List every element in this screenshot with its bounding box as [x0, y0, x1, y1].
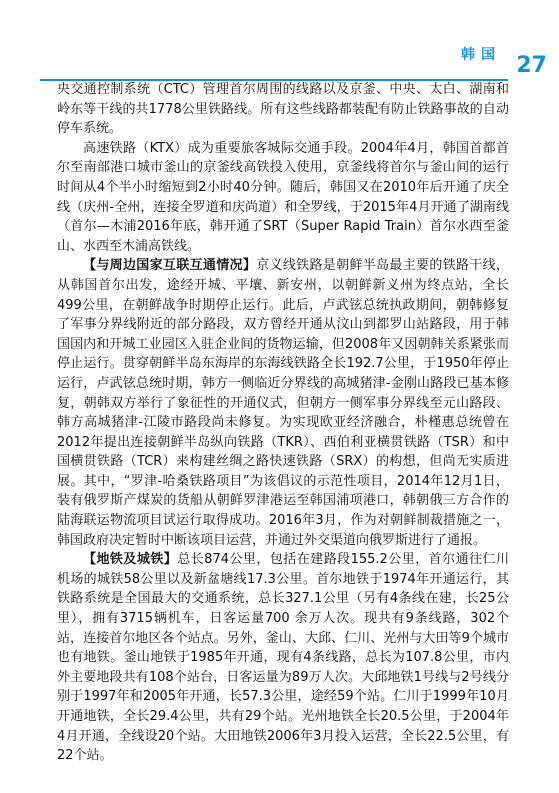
section-heading: 【地铁及城铁】: [83, 552, 178, 568]
paragraph-text: 京义线铁路是朝鲜半岛最主要的铁路干线，从韩国首尔出发，途经开城、平壤、新安州，以朝鲜新义州为终点站，全长499公里，在朝鲜战争时期停止运行。此后，卢武铉总统执政期间，朝韩修复了军事分界线附近的部分路段，双方曾经开通从汶山到都罗山站路段，用于韩国国内和开城工业园区入驻企业间的货物运输，但2008年又因朝韩关系紧张而停止运行。贯穿朝鲜半岛东海岸的东海线铁路全长192.7公里，于1950年停止运行，卢武铉总统时期，韩方一侧临近分界线的高城猪津-金刚山路段已基本修复，朝韩双方举行了象征性的开通仪式，但朝方一侧军事分界线至元山路段、韩方高城猪津-江陵市路段尚未修复。为实现欧亚经济融合，朴槿惠总统曾在2012年提出连接朝鲜半岛纵向铁路（TKR）、西伯利亚横贯铁路（TSR）和中国横贯铁路（TCR）来构建丝绸之路快速铁路（SRX）的构想，但尚无实质进展。其中，“罗津-哈桑铁路项目”为该倡议的示范性项目，2014年12月1日，装有俄罗斯产煤炭的货船从朝鲜罗津港运至韩国浦项港口，韩朝俄三方合作的陆海联运物流项目试运行取得成功。2016年3月，作为对朝鲜制裁措施之一，韩国政府决定暂时中断该项目运营，并通过外交渠道向俄罗斯进行了通报。: [57, 258, 509, 548]
paragraph-continued: [57, 80, 509, 139]
paragraph-ktx: [57, 139, 509, 257]
section-heading: 【与周边国家互联互通情况】: [83, 258, 257, 274]
paragraph-text: 央交通控制系统（CTC）管理首尔周围的线路以及京釜、中央、太白、湖南和岭东等干线的共1778公里铁路线。所有这些线路都装配有防止铁路事故的自动停车系统。: [57, 82, 509, 137]
page-number: 27: [516, 53, 547, 78]
paragraph-subway: [57, 550, 509, 766]
paragraph-connectivity: [57, 256, 509, 550]
body-text: [57, 80, 509, 766]
running-header-section: 韩国: [461, 47, 501, 63]
paragraph-text: 高速铁路（KTX）成为重要旅客城际交通手段。2004年4月，韩国首都首尔至南部港口城市釜山的京釜线高铁投入使用，京釜线将首尔与釜山间的运行时间从4个半小时缩短到2小时40分钟。随后，韩国又在2010年后开通了庆全线（庆州-全州，连接全罗道和庆尚道）和全罗线，于2015年4月开通了湖南线（首尔—木浦2016年底，韩开通了SRT（Super Rapid Train）首尔水西至釜山、水西至木浦高铁线。: [57, 140, 509, 254]
paragraph-text: 总长874公里，包括在建路段155.2公里，首尔通往仁川机场的城铁58公里以及新盆塘线17.3公里。首尔地铁于1974年开通运行，其铁路系统是全国最大的交通系统，总长327.1公里（另有4条线在建，长25公里），拥有3715辆机车，日客运量700 余万人次。现共有9条线路，302个站，连接首尔地区各个站点。另外，釜山、大邱、仁川、光州与大田等9个城市也有地铁。釜山地铁于1985年开通，现有4条线路，总长为107.8公里，市内外主要地段共有108个站台，日客运量为89万人次。大邱地铁1号线与2号线分别于1997年和2005年开通，长57.3公里，途经59个站。仁川于1999年10月开通地铁，全长29.4公里，共有29个站。光州地铁全长20.5公里，于2004年4月开通，全线设20个站。大田地铁2006年3月投入运营，全长22.5公里，有22个站。: [57, 552, 509, 764]
